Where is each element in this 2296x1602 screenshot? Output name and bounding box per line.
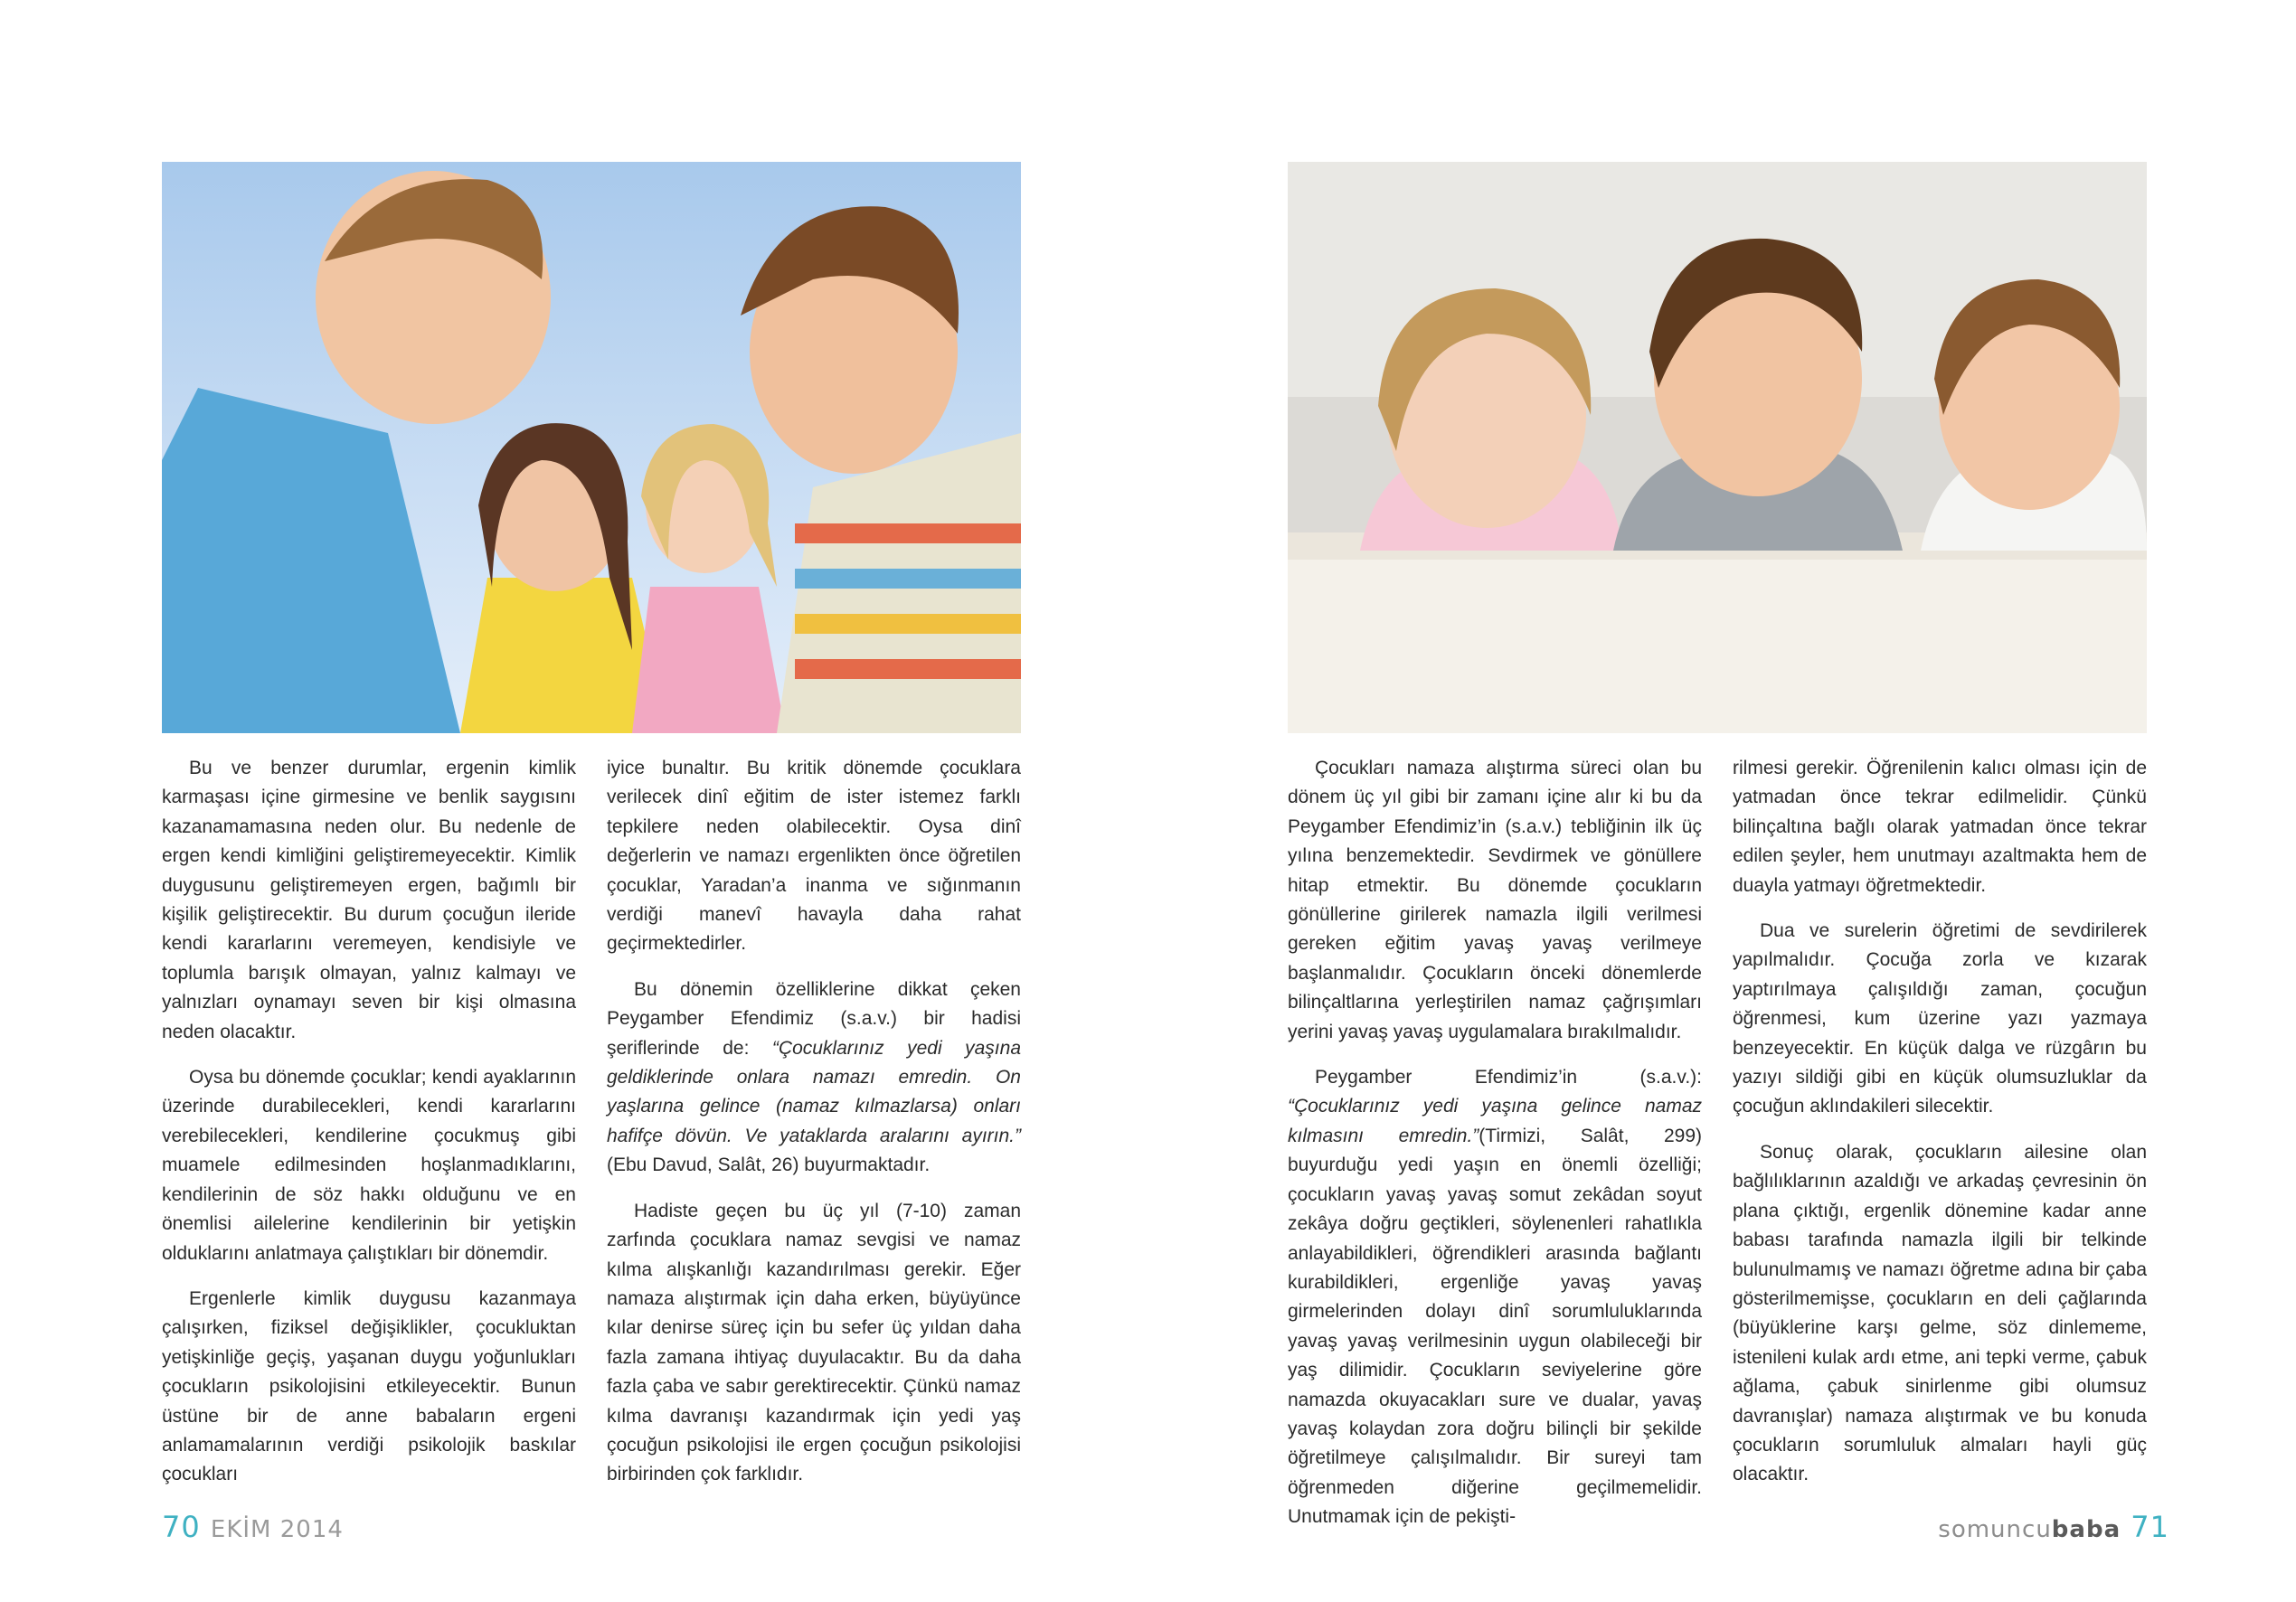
paragraph: rilmesi gerekir. Öğrenilenin kalıcı olması için de yatmadan önce tekrar edilmelidir. Çünkü bilinçaltına bağlı olarak yatmadan önce tekrar edilen şeyler, hem unutmayı azaltmakta hem de duayla yatmayı öğretmektedir. xyxy=(1733,758,2147,896)
children-group-photo xyxy=(162,162,1021,733)
paragraph: Ergenlerle kimlik duygusu kazanmaya çalışırken, fiziksel değişiklikler, çocukluktan yetişkinliğe geçiş, yaşanan duygu yoğunlukları çocukların psikolojisini etkileyecektir. Bunun üstüne bir de anne babaların ergeni anlamamalarının verdiği psikolojik baskılar çocukları xyxy=(162,1287,576,1485)
left-column-2 xyxy=(607,754,1021,1506)
paragraph: iyice bunaltır. Bu kritik dönemde çocuklara verilecek dinî eğitim de ister istemez farklı tepkilere neden olabilecektir. Oysa dinî değerlerin ve namazı ergenlikten önce öğretilen çocuklar, Yaradan’a inanma ve sığınmanın verdiği manevî havayla daha rahat geçirmektedirler. xyxy=(607,758,1021,955)
paragraph: Çocukları namaza alıştırma süreci olan bu dönem üç yıl gibi bir zamanı içine alır ki bu da Peygamber Efendimiz’in (s.a.v.) tebliğinin ilk üç yılına benzemektedir. Sevdirmek ve gönüllere hitap etmektir. Bu dönemde çocukların gönüllerine girilerek namazla ilgili verilmesi gereken eğitim yavaş yavaş verilmeye başlanmalıdır. Çocukların önceki dönemlerde bilinçaltlarına yerleştirilen namaz çağrışımları yerini yavaş yavaş uygulamalara bırakılmalıdır. xyxy=(1288,758,1702,1042)
paragraph: Hadiste geçen bu üç yıl (7-10) zaman zarfında çocuklara namaz sevgisi ve namaz kılma alışkanlığı kazandırılması gerekir. Eğer namaza alıştırmak için daha erken, büyüyünce kılar denirse süreç için bu sefer üç yıldan daha fazla zamana ihtiyaç duyulacaktır. Bu da daha fazla çaba ve sabır gerektirecektir. Çünkü namaz kılma davranışı kazandırmak için yedi yaş çocuğun psikolojisi ile ergen çocuğun psikolojisi birbirinden çok farklıdır. xyxy=(607,1200,1021,1485)
paragraph: Sonuç olarak, çocukların ailesine olan bağlılıklarının azaldığı ve arkadaş çevresinin ön plana çıktığı, ergenlik dönemine kadar anne babası tarafında namazla ilgili bir telkinde bulunulmamış ve namazı öğretme adına bir çaba gösterilmemişse, çocukların en deli çağlarında (büyüklerine karşı gelme, söz dinlememe, istenileni kulak ardı etme, ani tepki verme, çabuk ağlama, çabuk sinirlenme gibi olumsuz davranışlar) namaza alıştırmak ve bu konuda çocukların sorumluluk almaları hayli güç olacaktır. xyxy=(1733,1141,2147,1485)
hadith-intro: Bu dönemin özelliklerine dikkat çeken Peygamber Efendimiz (s.a.v.) bir hadisi şeriflerinde de: xyxy=(607,978,1021,1059)
left-column-1 xyxy=(162,754,576,1506)
folio-left xyxy=(162,1510,344,1544)
hadith-paragraph xyxy=(1288,1063,1702,1532)
issue-date: EKİM 2014 xyxy=(210,1516,344,1543)
page-number: 71 xyxy=(2131,1510,2169,1544)
children-sofa-photo xyxy=(1288,162,2147,733)
hadith-paragraph xyxy=(607,975,1021,1181)
hadith-source: (Ebu Davud, Salât, 26) buyurmaktadır. xyxy=(607,1154,931,1176)
paragraph: Oysa bu dönemde çocuklar; kendi ayaklarının üzerinde durabilecekleri, kendi kararlarını verebilecekleri, kendilerine çocukmuş gibi muamele edilmesinden hoşlanmadıklarını, kendilerinin de söz hakkı olduğunu ve en önemlisi ailelerine kendilerinin bir yetişkin olduklarını anlatmaya çalıştıkları bir dönemdir. xyxy=(162,1067,576,1264)
hadith-intro: Peygamber Efendimiz’in (s.a.v.): xyxy=(1315,1067,1702,1088)
right-column-1 xyxy=(1288,754,1702,1549)
magazine-brand: somuncubaba xyxy=(1938,1516,2121,1543)
children-sofa-illustration xyxy=(1288,162,2147,733)
right-column-2 xyxy=(1733,754,2147,1506)
children-group-illustration xyxy=(162,162,1021,733)
hadith-quote: “Çocuklarınız yedi yaşına gelince namaz kılmasını emredin.” xyxy=(1288,1096,1702,1146)
paragraph: Dua ve surelerin öğretimi de sevdirilerek yapılmalıdır. Çocuğa zorla ve kızarak yaptırılmaya çalışıldığı zaman, çocuğun öğrenmesi, kum üzerine yazı yazmaya benzeyecektir. En küçük dalga ve rüzgârın bu yazıyı sildiği gibi en küçük olumsuzluklar da çocuğun aklındakileri silecektir. xyxy=(1733,920,2147,1117)
right-page xyxy=(1148,0,2296,1602)
paragraph: Bu ve benzer durumlar, ergenin kimlik karmaşası içine girmesine ve benlik saygısını kazanamamasına neden olur. Bu nedenle de ergen kendi kimliğini geliştiremeyecektir. Kimlik duygusunu geliştiremeyen ergen, bağımlı bir kişilik geliştirecektir. Bu durum çocuğun ileride kendi kararlarını veremeyen, kendisiyle ve toplumla barışık olmayan, yalnız kalmayı ve yalnızları oynamayı seven bir kişi olmasına neden olacaktır. xyxy=(162,758,576,1042)
folio-right xyxy=(1938,1510,2169,1544)
hadith-quote: “Çocuklarınız yedi yaşına geldiklerinde onlara namazı emredin. On yaşlarına gelince (namaz kılmazlarsa) onları hafifçe dövün. Ve yataklarda aralarını ayırın.” xyxy=(607,1037,1021,1146)
hadith-source: (Tirmizi, Salât, 299) buyurduğu yedi yaşın en önemli özelliği; çocukların yavaş yavaş somut zekâdan soyut zekâya doğru geçtikleri, söylenenleri rahatlıkla anlayabildikleri, öğrendikleri arasında bağlantı kurabildikleri, ergenliğe yavaş yavaş girmelerinden dolayı dinî sorumluluklarında yavaş yavaş verilmesinin uygun olabileceği bir yaş dilimidir. Çocukların seviyelerine göre namazda okuyacakları sure ve dualar, yavaş yavaş kolaydan zora doğru bilinçli bir şekilde öğretilmeye çalışılmalıdır. Bir sureyi tam öğrenmeden diğerine geçilmemelidir. Unutmamak için de pekişti- xyxy=(1288,1125,1702,1528)
page-number: 70 xyxy=(162,1510,201,1544)
